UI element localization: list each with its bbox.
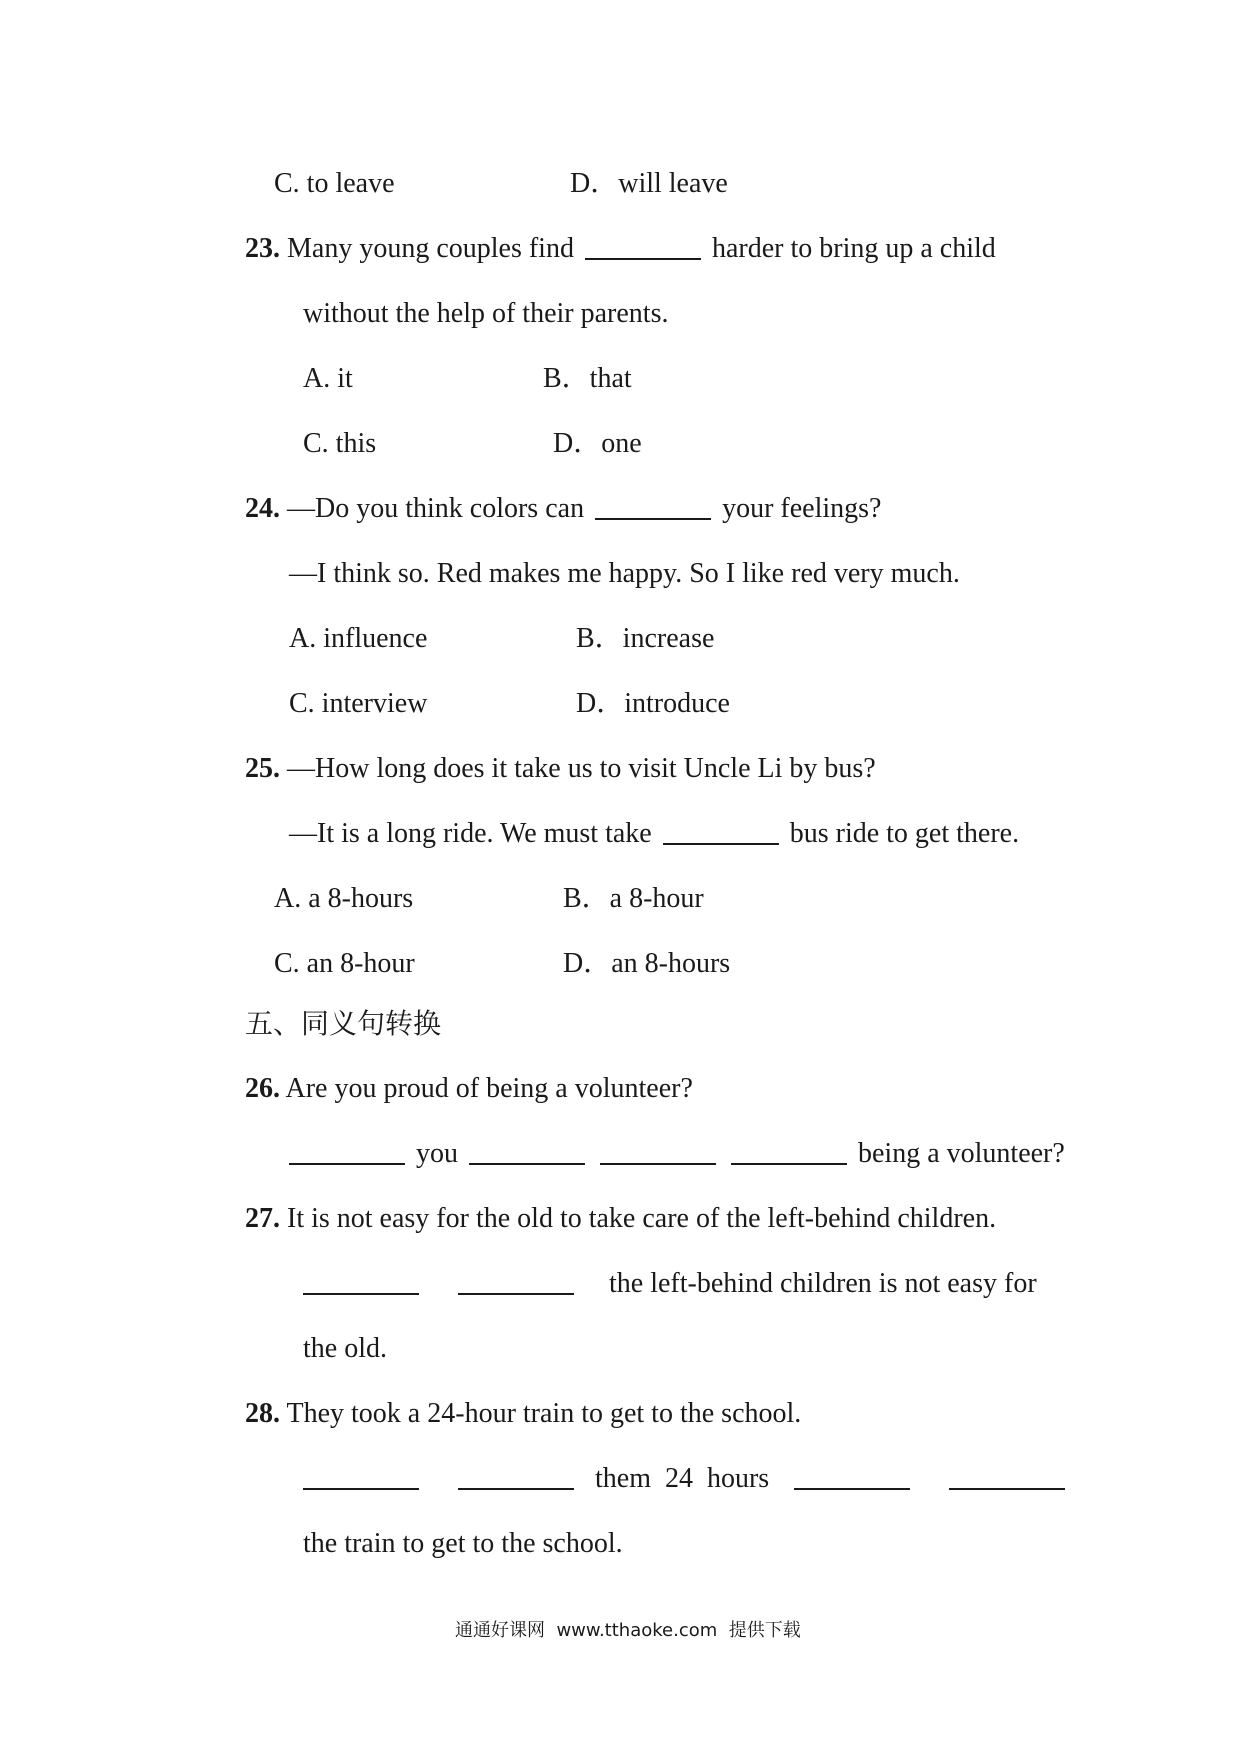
q23-option-c: C. this: [303, 428, 377, 459]
q27-answer-line: [303, 1270, 1037, 1298]
q26-blank-1: [289, 1163, 405, 1165]
q25-reply: [289, 820, 1019, 848]
q23-stem: [245, 235, 996, 263]
q23-text-b: harder to bring up a child: [711, 233, 996, 264]
q24-stem: [245, 495, 881, 523]
q26-blank-2: [469, 1163, 585, 1165]
q22-option-d: D．will leave: [570, 168, 728, 199]
q27-text: It is not easy for the old to take care of the left-behind children.: [287, 1203, 997, 1234]
q28-answer-text: them 24 hours: [595, 1463, 770, 1494]
q23-option-b: B．that: [543, 363, 632, 394]
q23-number: 23.: [245, 233, 280, 264]
q26-answer-line: [289, 1140, 1065, 1168]
q28-text: They took a 24-hour train to get to the school.: [286, 1398, 802, 1429]
q26-answer-text-a: you: [416, 1138, 458, 1169]
q23-text-a: Many young couples find: [287, 233, 574, 264]
q26-text: Are you proud of being a volunteer?: [285, 1073, 693, 1104]
q25-option-b: B．a 8-hour: [563, 883, 704, 914]
q24-reply: —I think so. Red makes me happy. So I like red very much.: [289, 558, 960, 589]
q28-blank-2: [458, 1488, 574, 1490]
q25-number: 25.: [245, 753, 280, 784]
q23-option-d: D．one: [553, 428, 642, 459]
q26-number: 26.: [245, 1073, 280, 1104]
q25-text: —How long does it take us to visit Uncle Li by bus?: [287, 753, 876, 784]
q27-stem: [245, 1205, 996, 1233]
q25-reply-b: bus ride to get there.: [789, 818, 1020, 849]
q26-stem: [245, 1075, 693, 1103]
q25-option-a: A. a 8-hours: [274, 883, 414, 914]
q28-blank-1: [303, 1488, 419, 1490]
q27-number: 27.: [245, 1203, 280, 1234]
q28-answer-line2: the train to get to the school.: [303, 1528, 623, 1559]
q22-option-c: C. to leave: [274, 168, 395, 199]
q25-stem: [245, 755, 876, 783]
q24-option-c: C. interview: [289, 688, 428, 719]
q28-blank-4: [949, 1488, 1065, 1490]
footer-credit: 通通好课网 www.tthaoke.com 提供下载: [455, 1620, 801, 1641]
q24-option-b: B．increase: [576, 623, 715, 654]
q25-reply-a: —It is a long ride. We must take: [289, 818, 652, 849]
q23-stem-line2: without the help of their parents.: [303, 298, 669, 329]
q27-answer-line2: the old.: [303, 1333, 387, 1364]
q25-blank: [663, 843, 779, 845]
q24-text-a: —Do you think colors can: [287, 493, 585, 524]
q24-option-a: A. influence: [289, 623, 428, 654]
q27-answer-text: the left-behind children is not easy for: [609, 1268, 1037, 1299]
q27-blank-1: [303, 1293, 419, 1295]
q24-option-d: D．introduce: [576, 688, 730, 719]
q25-option-c: C. an 8-hour: [274, 948, 415, 979]
q27-blank-2: [458, 1293, 574, 1295]
q26-blank-3: [600, 1163, 716, 1165]
q24-number: 24.: [245, 493, 280, 524]
q28-number: 28.: [245, 1398, 280, 1429]
section-heading: 五、同义句转换: [245, 1007, 442, 1040]
q25-option-d: D．an 8-hours: [563, 948, 731, 979]
q24-blank: [595, 518, 711, 520]
q23-blank: [585, 258, 701, 260]
q28-answer-line: [303, 1465, 1069, 1493]
q28-stem: [245, 1400, 801, 1428]
q24-text-b: your feelings?: [722, 493, 882, 524]
q23-option-a: A. it: [303, 363, 353, 394]
q26-answer-text-b: being a volunteer?: [858, 1138, 1065, 1169]
q28-blank-3: [794, 1488, 910, 1490]
q26-blank-4: [731, 1163, 847, 1165]
